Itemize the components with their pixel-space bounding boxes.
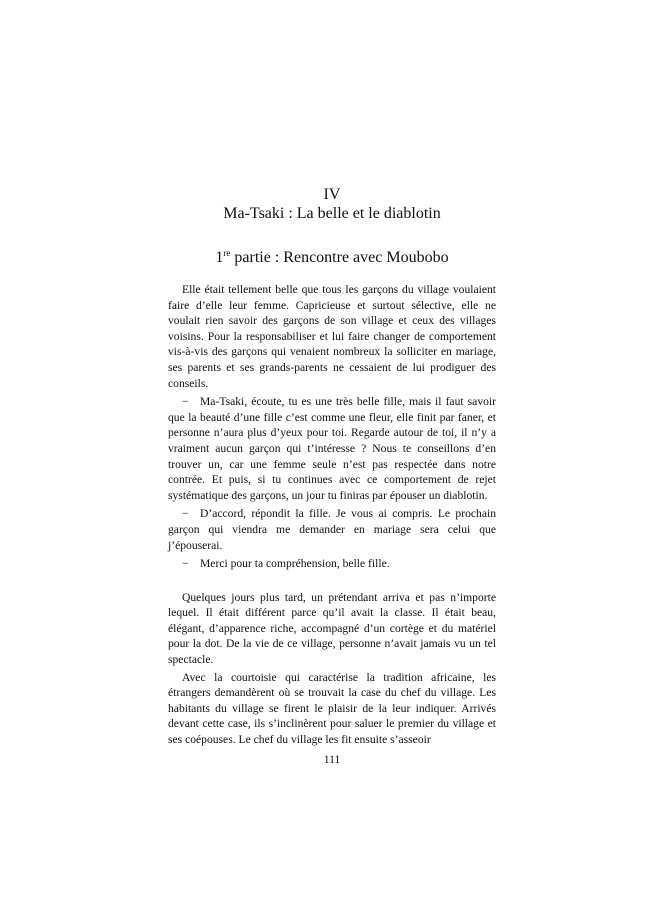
dialogue-dash: − [182,395,189,409]
dialogue-text: D’accord, répondit la fille. Je vous ai compris. Le prochain garçon qui viendra me demander en mariage sera celui que j’épouserai. [168,507,496,552]
dialogue-line [168,394,496,503]
part-ordinal-suffix: re [223,248,231,258]
dialogue-dash: − [182,557,189,571]
section-break [168,572,496,590]
paragraph-suitor: Quelques jours plus tard, un prétendant arriva et pas n’importe lequel. Il était différent parce qu’il avait la classe. Il était beau, élégant, d’apparence riche, accompagné d’un cortège et du matériel pour la dot. De la vie de ce village, personne n’avait jamais vu un tel spectacle. [168,590,496,667]
part-heading [168,248,496,268]
paragraph-courtesy: Avec la courtoisie qui caractérise la tradition africaine, les étrangers demandèrent où se trouvait la case du chef du village. Les habitants du village se firent le plaisir de la leur indiquer. Arrivés devant cette case, ils s’inclinèrent pour saluer le premier du village et ses coépouses. Le chef du village les fit ensuite s’asseoir [168,670,496,747]
dialogue-text: Ma-Tsaki, écoute, tu es une très belle fille, mais il faut savoir que la beauté d’une fille c’est comme une fleur, elle finit par faner, et personne n’aura plus d’yeux pour toi. Regarde autour de toi, il n’y a vraiment aucun garçon qui t’intéresse ? Nous te conseillons d’en trouver un, car une femme seule n’est pas respectée dans notre contrée. Et puis, si tu continues avec ce comportement de rejet systématique des garçons, un jour tu finiras par épouser un diablotin. [168,395,496,502]
dialogue-text: Merci pour ta compréhension, belle fille. [200,557,390,571]
chapter-number: IV [323,186,341,203]
paragraph-intro: Elle était tellement belle que tous les garçons du village voulaient faire d’elle leur femme. Capricieuse et surtout sélective, elle ne voulait rien savoir des garçons de son village et ceux des villages voisins. Pour la responsabiliser et lui faire changer de comportement vis-à-vis des garçons qui venaient nombreux la solliciter en mariage, ses parents et ses grands-parents ne cessaient de lui prodiguer des conseils. [168,283,496,390]
part-ordinal: 1 [215,249,224,266]
dialogue-dash: − [182,507,189,521]
page-number: 111 [323,752,341,766]
dialogue-line [168,556,496,572]
dialogue-line [168,506,496,553]
chapter-title: Ma-Tsaki : La belle et le diablotin [223,205,441,222]
part-title: partie : Rencontre avec Moubobo [230,249,449,266]
book-page [168,186,496,767]
